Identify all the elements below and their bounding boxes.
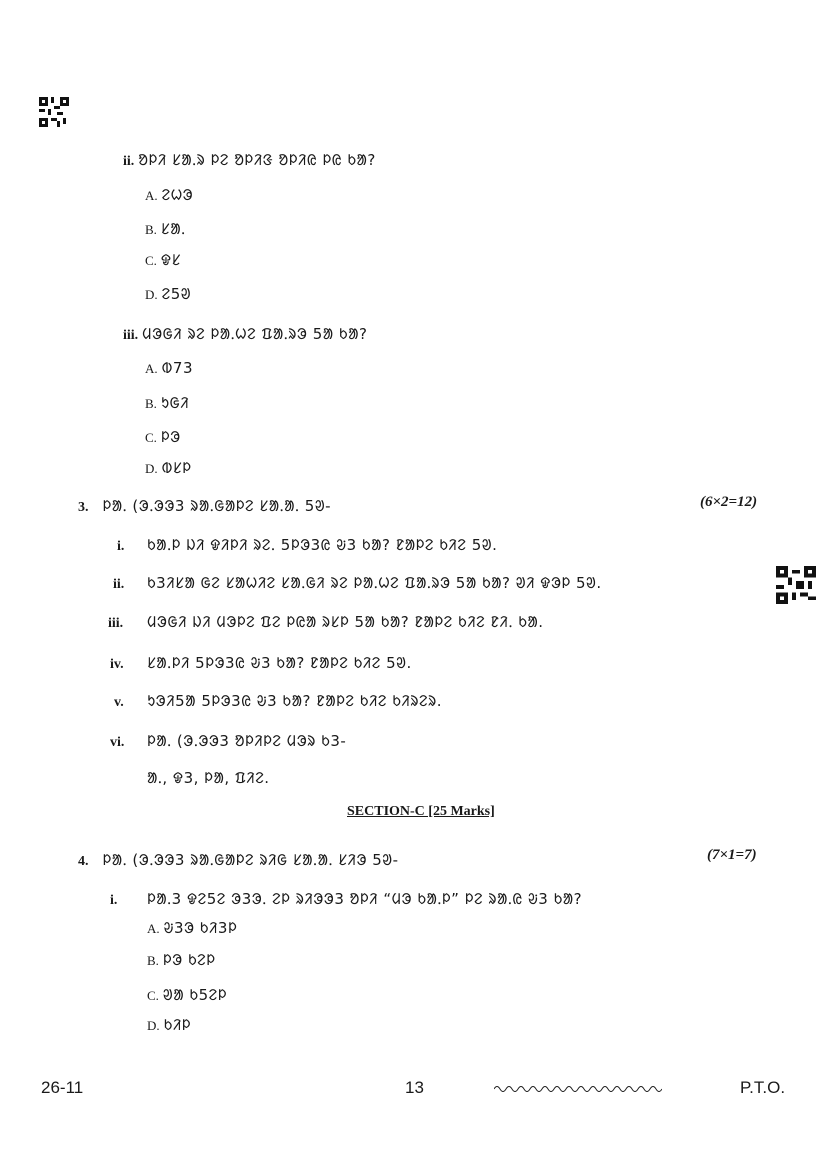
- question-number: ii.: [123, 154, 135, 169]
- marks-q4: (7×1=7): [707, 847, 757, 863]
- question-text: ᱢᱳᱜᱤ ᱨᱮ ᱞᱟᱹᱦᱮ ᱯᱟᱹᱨᱳ 5ᱟ ᱠᱟ?: [142, 325, 368, 343]
- question-3: [78, 496, 331, 516]
- q3-item: v. ᱩᱳᱤ5ᱟ 5ᱞᱳ3ᱭ ᱶ3 ᱠᱟ? ᱱᱟᱞᱮ ᱠᱤᱮ ᱠᱤᱨᱮᱨ.: [114, 692, 442, 710]
- q3-item: ii. ᱠ3ᱤᱥᱟ ᱜᱮ ᱥᱟᱦᱤᱮ ᱥᱟᱹᱜᱤ ᱨᱮ ᱞᱟᱹᱦᱮ ᱯᱟᱹᱨᱳ 5ᱟ ᱠᱟ? ᱣᱤ ᱫᱳᱞ 5ᱣ.: [113, 574, 602, 592]
- option: B. ᱥᱟᱹ: [145, 220, 186, 238]
- option: D. ᱵᱥᱞ: [145, 459, 192, 477]
- option: A. ᱮᱦᱳ: [145, 186, 194, 204]
- q3-item: iii. ᱢᱳᱜᱤ ᱡᱤ ᱢᱳᱞᱮ ᱯᱮ ᱞᱭᱟ ᱨᱥᱞ 5ᱟ ᱠᱟ? ᱱᱟᱞᱮ ᱠᱤᱮ ᱱᱤᱹ ᱠᱟ.: [108, 613, 544, 631]
- question-ii: [123, 150, 376, 170]
- q3-item: iv. ᱥᱟᱹᱞᱤ 5ᱞᱳ3ᱭ ᱶ3 ᱠᱟ? ᱱᱟᱞᱮ ᱠᱤᱮ 5ᱣ.: [110, 654, 412, 672]
- page-number: 13: [405, 1078, 424, 1097]
- qr-code-right: [776, 566, 816, 609]
- option: C. ᱞᱳ: [145, 428, 181, 446]
- section-heading: SECTION-C [25 Marks]: [347, 804, 495, 819]
- option: B. ᱞᱳ ᱠᱮᱞ: [147, 951, 216, 969]
- option: C. ᱫᱥ: [145, 251, 181, 269]
- question-text: ᱞᱟᱹ (ᱳᱹᱳᱳ3 ᱨᱟᱹᱜᱟᱞᱮ ᱥᱟᱹᱟᱹ 5ᱣ-: [102, 497, 332, 515]
- pto-label: P.T.O.: [740, 1078, 786, 1097]
- qr-code-top-left: [39, 97, 69, 132]
- option: C. ᱣᱟ ᱠ5ᱮᱞ: [147, 986, 227, 1004]
- q3-item: vi. ᱞᱟᱹ (ᱳᱹᱳᱳ3 ᱚᱞᱤᱞᱮ ᱢᱳᱨ ᱠ3-: [110, 732, 347, 750]
- option: B. ᱩᱜᱤ: [145, 394, 190, 412]
- option: A. ᱵ73: [145, 359, 193, 377]
- question-4: [78, 850, 399, 870]
- marks-q3: (6×2=12): [700, 494, 758, 510]
- q3-item: i. ᱠᱟᱹᱞ ᱡᱤ ᱫᱤᱞᱤ ᱨᱮᱹ 5ᱞᱳ3ᱭ ᱶ3 ᱠᱟ? ᱱᱟᱞᱮ ᱠᱤᱮ 5ᱣ.: [117, 536, 498, 554]
- question-number: iii.: [123, 328, 139, 343]
- option: A. ᱶ3ᱳ ᱠᱤ3ᱞ: [147, 919, 238, 937]
- footer-code: 26-11: [41, 1078, 84, 1097]
- wavy-line-decoration: [494, 1081, 662, 1099]
- question-number: 4.: [78, 854, 89, 869]
- question-iii: [123, 324, 367, 344]
- option: D. ᱠᱤᱞ: [147, 1016, 192, 1034]
- question-text: ᱞᱟᱹ (ᱳᱹᱳᱳ3 ᱨᱟᱹᱜᱟᱞᱮ ᱨᱤᱜ ᱥᱟᱹᱟᱹ ᱥᱤᱳ 5ᱣ-: [102, 851, 399, 869]
- q3-item: ᱟᱹ, ᱫ3, ᱞᱟ, ᱯᱤᱮ.: [147, 769, 270, 787]
- q4-item-i: i. ᱞᱟᱹ3 ᱫᱮ5ᱮ ᱳ3ᱳᱹ ᱮᱞ ᱨᱤᱳᱳ3 ᱚᱞᱤ “ᱢᱳ ᱠᱟᱹᱞ” ᱞᱮ ᱨᱟᱹᱭ ᱶ3 ᱠᱟ?: [110, 890, 583, 908]
- question-number: 3.: [78, 500, 89, 515]
- option: D. ᱮ5ᱣ: [145, 285, 192, 303]
- question-text: ᱚᱞᱤ ᱥᱟᱹᱨ ᱞᱮ ᱚᱞᱤᱝ ᱚᱞᱤᱭ ᱞᱭ ᱠᱟ?: [138, 151, 376, 169]
